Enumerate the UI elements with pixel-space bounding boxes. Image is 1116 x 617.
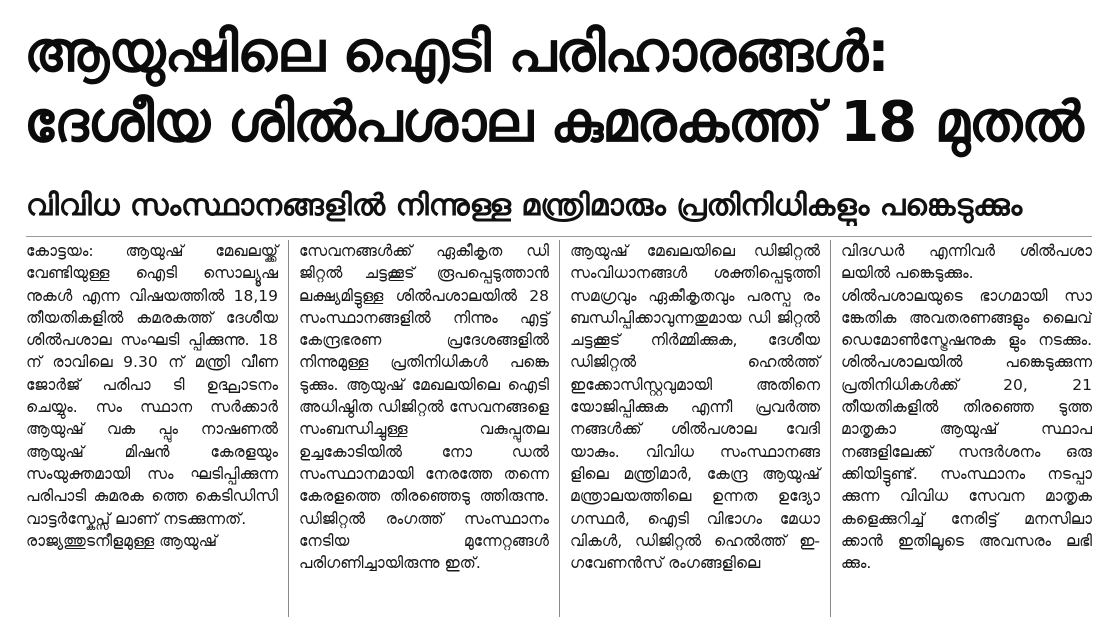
article-column-1 (26, 240, 288, 617)
headline-line-1: ആയുഷിലെ ഐടി പരിഹാരങ്ങൾ: (24, 20, 889, 85)
article-body (26, 240, 1092, 617)
headline-line-2: ദേശീയ ശിൽപശാല കുമരകത്ത് 18 മുതൽ (24, 90, 1083, 155)
article-paragraph: ശിൽപശാലയുടെ ഭാഗമായി സാ ങ്കേതിക അവതരണങ്ങളും ലൈവ് ഡെമോൺസ്ട്രേഷനുക ളും നടക്കും. ശിൽപശാലയിൽ പങ്കെടുക്കുന്ന പ്രതിനിധികൾക്ക് 20, 21 തീയതികളിൽ തിരഞ്ഞെ ടുത്ത മാതൃകാ ആയുഷ് സ്ഥാപ നങ്ങളിലേക്ക് സന്ദർശനം ഒരു ക്കിയിട്ടുണ്ട്. സംസ്ഥാനം നടപ്പാ ക്കുന്ന വിവിധ സേവന മാതൃക കളെക്കുറിച്ച് നേരിട്ട് മനസിലാ ക്കാൻ ഇതിലൂടെ അവസരം ലഭി ക്കും. (841, 286, 1092, 573)
article-column-3 (559, 240, 830, 617)
article-column-2 (288, 240, 559, 617)
article-paragraph: വിദഗ്ധർ എന്നിവർ ശിൽപശാ ലയിൽ പങ്കെടുക്കും. (841, 242, 1092, 283)
subheadline: വിവിധ സംസ്ഥാനങ്ങളിൽ നിന്നുള്ള മന്ത്രിമാരും പ്രതിനിധികളും പങ്കെടുക്കും (26, 188, 1023, 223)
article-paragraph: ആയുഷ് മേഖലയിലെ ഡിജിറ്റൽ സംവിധാനങ്ങൾ ശക്തിപ്പെടുത്തി സമഗ്രവും ഏകീകൃതവും പരസ്പ രം ബന്ധിപ്പിക്കാവുന്നതുമായ ഡി ജിറ്റൽ ചട്ടക്കൂട് നിർമ്മിക്കുക, ദേശീയ ഡിജിറ്റൽ ഹെൽത്ത് ഇക്കോസിസ്റ്റവുമായി അതിനെ യോജിപ്പിക്കുക എന്നീ പ്രവർത്ത നങ്ങൾക്ക് ശിൽപശാല വേദി യാകും. വിവിധ സംസ്ഥാനങ്ങ ളിലെ മന്ത്രിമാർ, കേന്ദ്ര ആയുഷ് മന്ത്രാലയത്തിലെ ഉന്നത ഉദ്യോ ഗസ്ഥർ, ഐടി വിഭാഗം മേധാ വികൾ, ഡിജിറ്റൽ ഹെൽത്ത് ഇ-ഗവേണൻസ് രംഗങ്ങളിലെ (570, 242, 820, 573)
article-paragraph: സേവനങ്ങൾക്ക് ഏകീകൃത ഡി ജിറ്റൽ ചട്ടക്കൂട് രൂപപ്പെടുത്താൻ ലക്ഷ്യമിട്ടുള്ള ശിൽപശാലയിൽ 28 സംസ്ഥാനങ്ങളിൽ നിന്നും എട്ട് കേന്ദ്രഭരണ പ്രദേശങ്ങളിൽ നിന്നുമുള്ള പ്രതിനിധികൾ പങ്കെ ടുക്കും. ആയുഷ് മേഖലയിലെ ഐടി അധിഷ്ഠിത ഡിജിറ്റൽ സേവനങ്ങളെ സംബന്ധിച്ചുള്ള വകുപ്പുതല ഉച്ചകോടിയിൽ നോ ഡൽ സംസ്ഥാനമായി നേരത്തേ തന്നെ കേരളത്തെ തിരഞ്ഞെടു ത്തിരുന്നു. ഡിജിറ്റൽ രംഗത്ത് സംസ്ഥാനം നേടിയ മുന്നേറ്റങ്ങൾ പരിഗണിച്ചായിരുന്നു ഇത്. (299, 242, 549, 573)
divider (26, 236, 1092, 237)
headline (24, 18, 1094, 158)
article-paragraph: രാജ്യത്തുടനീളമുള്ള ആയുഷ് (26, 531, 218, 550)
article-column-4 (830, 240, 1092, 617)
article-paragraph: കോട്ടയം: ആയുഷ് മേഖലയ്ക്ക് വേണ്ടിയുള്ള ഐടി സൊല്യൂഷ നുകൾ എന്ന വിഷയത്തിൽ 18,19 തീയതികളിൽ കമരകത്ത് ദേശീയ ശിൽപശാല സംഘടി പ്പിക്കുന്നു. 18 ന് രാവിലെ 9.30 ന് മന്ത്രി വീണ ജോർജ് പരിപാ ടി ഉദ്ഘാടനം ചെയ്യും. സം സ്ഥാന സർക്കാർ ആയുഷ് വക പ്പും നാഷണൽ ആയുഷ് മിഷൻ കേരളയും സംയുക്തമായി സം ഘടിപ്പിക്കുന്ന പരിപാടി കുമരക ത്തെ കെടിഡിസി വാട്ടർസ്കേപ്സ് ലാണ് നടക്കുന്നത്. (26, 242, 278, 528)
